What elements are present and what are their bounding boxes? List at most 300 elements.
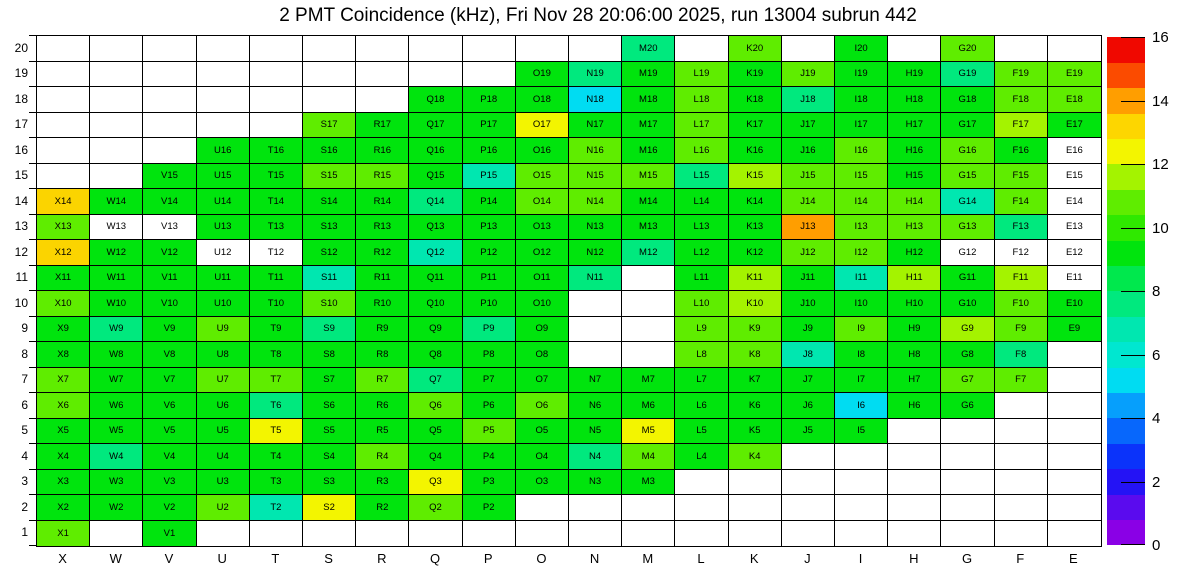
grid-cell-P1 xyxy=(463,521,516,547)
grid-cell-I1 xyxy=(835,521,888,547)
grid-cell-K10: K10 xyxy=(729,291,782,317)
grid-cell-Q1 xyxy=(409,521,462,547)
grid-cell-I14: I14 xyxy=(835,189,888,215)
grid-cell-N3: N3 xyxy=(569,470,622,496)
grid-cell-H5 xyxy=(888,419,941,445)
grid-cell-T13: T13 xyxy=(250,215,303,241)
grid-cell-I5: I5 xyxy=(835,419,888,445)
grid-cell-W7: W7 xyxy=(90,368,143,394)
colorbar-band-16 xyxy=(1107,113,1145,139)
grid-cell-V6: V6 xyxy=(143,393,196,419)
grid-cell-O19: O19 xyxy=(516,62,569,88)
colorbar-tick-8 xyxy=(1121,291,1145,292)
y-axis-tick xyxy=(29,265,36,266)
grid-cell-E11: E11 xyxy=(1048,266,1101,292)
grid-cell-G3 xyxy=(941,470,994,496)
colorbar-tick-4 xyxy=(1121,418,1145,419)
grid-cell-K16: K16 xyxy=(729,138,782,164)
grid-cell-V7: V7 xyxy=(143,368,196,394)
grid-cell-J1 xyxy=(782,521,835,547)
grid-cell-M19: M19 xyxy=(622,62,675,88)
grid-cell-S5: S5 xyxy=(303,419,356,445)
grid-cell-H7: H7 xyxy=(888,368,941,394)
grid-cell-N7: N7 xyxy=(569,368,622,394)
grid-cell-O15: O15 xyxy=(516,164,569,190)
grid-cell-X9: X9 xyxy=(37,317,90,343)
grid-cell-R11: R11 xyxy=(356,266,409,292)
grid-cell-R9: R9 xyxy=(356,317,409,343)
x-axis-label-U: U xyxy=(217,551,227,566)
grid-cell-E3 xyxy=(1048,470,1101,496)
grid-cell-E8 xyxy=(1048,342,1101,368)
y-axis-label-15: 15 xyxy=(14,168,28,183)
grid-cell-E19: E19 xyxy=(1048,62,1101,88)
grid-cell-H8: H8 xyxy=(888,342,941,368)
grid-cell-U3: U3 xyxy=(197,470,250,496)
grid-cell-E16: E16 xyxy=(1048,138,1101,164)
grid-cell-G7: G7 xyxy=(941,368,994,394)
grid-cell-O6: O6 xyxy=(516,393,569,419)
grid-cell-K2 xyxy=(729,495,782,521)
x-axis-label-O: O xyxy=(536,551,547,566)
colorbar-band-9 xyxy=(1107,291,1145,317)
y-axis-tick xyxy=(29,341,36,342)
grid-cell-N18: N18 xyxy=(569,87,622,113)
grid-cell-R3: R3 xyxy=(356,470,409,496)
grid-cell-U6: U6 xyxy=(197,393,250,419)
x-axis-label-L: L xyxy=(697,551,705,566)
grid-cell-H3 xyxy=(888,470,941,496)
y-axis-tick xyxy=(29,214,36,215)
grid-cell-Q4: Q4 xyxy=(409,444,462,470)
grid-cell-S17: S17 xyxy=(303,113,356,139)
grid-cell-W11: W11 xyxy=(90,266,143,292)
grid-cell-T18 xyxy=(250,87,303,113)
grid-cell-G15: G15 xyxy=(941,164,994,190)
grid-cell-W17 xyxy=(90,113,143,139)
x-axis-label-I: I xyxy=(858,551,863,566)
x-axis-label-K: K xyxy=(749,551,759,566)
grid-cell-L7: L7 xyxy=(675,368,728,394)
x-axis-label-R: R xyxy=(377,551,387,566)
grid-cell-I6: I6 xyxy=(835,393,888,419)
grid-cell-P2: P2 xyxy=(463,495,516,521)
grid-cell-H1 xyxy=(888,521,941,547)
grid-cell-V14: V14 xyxy=(143,189,196,215)
grid-cell-V3: V3 xyxy=(143,470,196,496)
grid-cell-S3: S3 xyxy=(303,470,356,496)
grid-cell-J12: J12 xyxy=(782,240,835,266)
grid-cell-N19: N19 xyxy=(569,62,622,88)
grid-cell-T14: T14 xyxy=(250,189,303,215)
grid-cell-L14: L14 xyxy=(675,189,728,215)
grid-cell-S15: S15 xyxy=(303,164,356,190)
grid-cell-H20 xyxy=(888,36,941,62)
y-axis-tick xyxy=(29,35,36,36)
grid-cell-V4: V4 xyxy=(143,444,196,470)
colorbar-tick-label-10: 10 xyxy=(1152,219,1169,237)
grid-cell-K19: K19 xyxy=(729,62,782,88)
grid-cell-V18 xyxy=(143,87,196,113)
grid-cell-M15: M15 xyxy=(622,164,675,190)
grid-cell-X19 xyxy=(37,62,90,88)
colorbar-band-19 xyxy=(1107,37,1145,63)
grid-cell-V15: V15 xyxy=(143,164,196,190)
grid-cell-N4: N4 xyxy=(569,444,622,470)
grid-cell-I3 xyxy=(835,470,888,496)
grid-cell-O11: O11 xyxy=(516,266,569,292)
y-axis-label-8: 8 xyxy=(21,346,28,361)
y-axis-label-14: 14 xyxy=(14,193,28,208)
grid-cell-Q17: Q17 xyxy=(409,113,462,139)
grid-cell-K9: K9 xyxy=(729,317,782,343)
grid-cell-W2: W2 xyxy=(90,495,143,521)
grid-cell-J3 xyxy=(782,470,835,496)
grid-cell-I15: I15 xyxy=(835,164,888,190)
grid-cell-S9: S9 xyxy=(303,317,356,343)
grid-cell-M13: M13 xyxy=(622,215,675,241)
grid-cell-O9: O9 xyxy=(516,317,569,343)
grid-cell-W12: W12 xyxy=(90,240,143,266)
grid-cell-W10: W10 xyxy=(90,291,143,317)
grid-cell-R17: R17 xyxy=(356,113,409,139)
heatmap-grid xyxy=(36,35,1102,547)
grid-cell-M1 xyxy=(622,521,675,547)
grid-cell-M16: M16 xyxy=(622,138,675,164)
grid-cell-S10: S10 xyxy=(303,291,356,317)
colorbar-tick-16 xyxy=(1121,37,1145,38)
grid-cell-N13: N13 xyxy=(569,215,622,241)
grid-cell-R5: R5 xyxy=(356,419,409,445)
grid-cell-H14: H14 xyxy=(888,189,941,215)
grid-cell-I4 xyxy=(835,444,888,470)
grid-cell-G19: G19 xyxy=(941,62,994,88)
grid-cell-W19 xyxy=(90,62,143,88)
y-axis-tick xyxy=(29,86,36,87)
grid-cell-E7 xyxy=(1048,368,1101,394)
grid-cell-M2 xyxy=(622,495,675,521)
grid-cell-J14: J14 xyxy=(782,189,835,215)
grid-cell-I19: I19 xyxy=(835,62,888,88)
colorbar-band-15 xyxy=(1107,139,1145,165)
grid-cell-F3 xyxy=(995,470,1048,496)
grid-cell-F10: F10 xyxy=(995,291,1048,317)
grid-cell-Q8: Q8 xyxy=(409,342,462,368)
grid-cell-V10: V10 xyxy=(143,291,196,317)
colorbar-band-1 xyxy=(1107,494,1145,520)
grid-cell-S2: S2 xyxy=(303,495,356,521)
colorbar-tick-label-2: 2 xyxy=(1152,473,1161,491)
grid-cell-V17 xyxy=(143,113,196,139)
grid-cell-S12: S12 xyxy=(303,240,356,266)
grid-cell-M12: M12 xyxy=(622,240,675,266)
grid-cell-U10: U10 xyxy=(197,291,250,317)
grid-cell-T10: T10 xyxy=(250,291,303,317)
grid-cell-K12: K12 xyxy=(729,240,782,266)
x-axis-label-Q: Q xyxy=(429,551,441,566)
grid-cell-M17: M17 xyxy=(622,113,675,139)
grid-cell-I10: I10 xyxy=(835,291,888,317)
colorbar-band-14 xyxy=(1107,164,1145,190)
grid-cell-R8: R8 xyxy=(356,342,409,368)
grid-cell-S8: S8 xyxy=(303,342,356,368)
grid-cell-W14: W14 xyxy=(90,189,143,215)
grid-cell-W1 xyxy=(90,521,143,547)
grid-cell-L4: L4 xyxy=(675,444,728,470)
grid-cell-F9: F9 xyxy=(995,317,1048,343)
colorbar-band-0 xyxy=(1107,520,1145,546)
grid-cell-W20 xyxy=(90,36,143,62)
grid-cell-J18: J18 xyxy=(782,87,835,113)
y-axis-tick xyxy=(29,112,36,113)
grid-cell-L8: L8 xyxy=(675,342,728,368)
grid-cell-V9: V9 xyxy=(143,317,196,343)
grid-cell-O16: O16 xyxy=(516,138,569,164)
grid-cell-N17: N17 xyxy=(569,113,622,139)
grid-cell-Q11: Q11 xyxy=(409,266,462,292)
y-axis-tick xyxy=(29,520,36,521)
grid-cell-K6: K6 xyxy=(729,393,782,419)
grid-cell-E9: E9 xyxy=(1048,317,1101,343)
grid-cell-M14: M14 xyxy=(622,189,675,215)
grid-cell-T20 xyxy=(250,36,303,62)
y-axis-label-11: 11 xyxy=(15,270,28,285)
grid-cell-P5: P5 xyxy=(463,419,516,445)
grid-cell-K3 xyxy=(729,470,782,496)
colorbar-tick-label-6: 6 xyxy=(1152,346,1161,364)
grid-cell-W4: W4 xyxy=(90,444,143,470)
grid-cell-F16: F16 xyxy=(995,138,1048,164)
grid-cell-Q15: Q15 xyxy=(409,164,462,190)
grid-cell-W18 xyxy=(90,87,143,113)
colorbar-tick-label-14: 14 xyxy=(1152,92,1169,110)
grid-cell-T6: T6 xyxy=(250,393,303,419)
grid-cell-R7: R7 xyxy=(356,368,409,394)
grid-cell-R16: R16 xyxy=(356,138,409,164)
colorbar-tick-label-0: 0 xyxy=(1152,537,1161,554)
grid-cell-W16 xyxy=(90,138,143,164)
grid-cell-V12: V12 xyxy=(143,240,196,266)
grid-cell-E10: E10 xyxy=(1048,291,1101,317)
grid-cell-G5 xyxy=(941,419,994,445)
grid-cell-X6: X6 xyxy=(37,393,90,419)
grid-cell-O10: O10 xyxy=(516,291,569,317)
grid-cell-Q5: Q5 xyxy=(409,419,462,445)
grid-cell-J7: J7 xyxy=(782,368,835,394)
y-axis-tick xyxy=(29,137,36,138)
grid-cell-L9: L9 xyxy=(675,317,728,343)
grid-cell-H18: H18 xyxy=(888,87,941,113)
grid-cell-N6: N6 xyxy=(569,393,622,419)
grid-cell-X8: X8 xyxy=(37,342,90,368)
grid-cell-V2: V2 xyxy=(143,495,196,521)
grid-cell-S6: S6 xyxy=(303,393,356,419)
grid-cell-J17: J17 xyxy=(782,113,835,139)
grid-cell-U7: U7 xyxy=(197,368,250,394)
y-axis-tick xyxy=(29,239,36,240)
x-axis-label-T: T xyxy=(271,551,280,566)
grid-cell-L15: L15 xyxy=(675,164,728,190)
grid-cell-I11: I11 xyxy=(835,266,888,292)
grid-cell-I2 xyxy=(835,495,888,521)
grid-cell-Q7: Q7 xyxy=(409,368,462,394)
grid-cell-I16: I16 xyxy=(835,138,888,164)
grid-cell-J4 xyxy=(782,444,835,470)
grid-cell-G11: G11 xyxy=(941,266,994,292)
grid-cell-X1: X1 xyxy=(37,521,90,547)
grid-cell-L6: L6 xyxy=(675,393,728,419)
grid-cell-F17: F17 xyxy=(995,113,1048,139)
grid-cell-G16: G16 xyxy=(941,138,994,164)
y-axis-label-19: 19 xyxy=(14,66,28,81)
grid-cell-J10: J10 xyxy=(782,291,835,317)
grid-cell-P10: P10 xyxy=(463,291,516,317)
grid-cell-F13: F13 xyxy=(995,215,1048,241)
grid-cell-E14: E14 xyxy=(1048,189,1101,215)
colorbar-band-5 xyxy=(1107,393,1145,419)
grid-cell-K1 xyxy=(729,521,782,547)
grid-cell-J20 xyxy=(782,36,835,62)
grid-cell-X3: X3 xyxy=(37,470,90,496)
x-axis-label-M: M xyxy=(642,551,654,566)
grid-cell-J8: J8 xyxy=(782,342,835,368)
grid-cell-E1 xyxy=(1048,521,1101,547)
grid-cell-M10 xyxy=(622,291,675,317)
grid-cell-X14: X14 xyxy=(37,189,90,215)
grid-cell-F15: F15 xyxy=(995,164,1048,190)
grid-cell-V1: V1 xyxy=(143,521,196,547)
grid-cell-R12: R12 xyxy=(356,240,409,266)
grid-cell-L13: L13 xyxy=(675,215,728,241)
grid-cell-K11: K11 xyxy=(729,266,782,292)
grid-cell-P18: P18 xyxy=(463,87,516,113)
y-axis-label-17: 17 xyxy=(14,117,28,132)
grid-cell-E17: E17 xyxy=(1048,113,1101,139)
grid-cell-N15: N15 xyxy=(569,164,622,190)
grid-cell-X17 xyxy=(37,113,90,139)
grid-cell-F5 xyxy=(995,419,1048,445)
grid-cell-X15 xyxy=(37,164,90,190)
grid-cell-U5: U5 xyxy=(197,419,250,445)
grid-cell-P11: P11 xyxy=(463,266,516,292)
colorbar-band-8 xyxy=(1107,316,1145,342)
grid-cell-G12: G12 xyxy=(941,240,994,266)
grid-cell-I18: I18 xyxy=(835,87,888,113)
grid-cell-T9: T9 xyxy=(250,317,303,343)
grid-cell-W15 xyxy=(90,164,143,190)
grid-cell-F6 xyxy=(995,393,1048,419)
y-axis-label-13: 13 xyxy=(14,219,28,234)
grid-cell-E6 xyxy=(1048,393,1101,419)
grid-cell-M18: M18 xyxy=(622,87,675,113)
colorbar-tick-2 xyxy=(1121,482,1145,483)
grid-cell-S1 xyxy=(303,521,356,547)
grid-cell-I7: I7 xyxy=(835,368,888,394)
grid-cell-O3: O3 xyxy=(516,470,569,496)
grid-cell-J9: J9 xyxy=(782,317,835,343)
grid-cell-G8: G8 xyxy=(941,342,994,368)
grid-cell-S11: S11 xyxy=(303,266,356,292)
grid-cell-T19 xyxy=(250,62,303,88)
grid-cell-M6: M6 xyxy=(622,393,675,419)
grid-cell-H10: H10 xyxy=(888,291,941,317)
grid-cell-E2 xyxy=(1048,495,1101,521)
colorbar-band-4 xyxy=(1107,418,1145,444)
grid-cell-K17: K17 xyxy=(729,113,782,139)
y-axis-label-1: 1 xyxy=(21,525,28,540)
plot-title: 2 PMT Coincidence (kHz), Fri Nov 28 20:06:00 2025, run 13004 subrun 442 xyxy=(279,5,917,26)
grid-cell-T11: T11 xyxy=(250,266,303,292)
grid-cell-M5: M5 xyxy=(622,419,675,445)
y-axis-label-9: 9 xyxy=(21,321,28,336)
x-axis-label-V: V xyxy=(164,551,174,566)
grid-cell-G1 xyxy=(941,521,994,547)
grid-cell-N9 xyxy=(569,317,622,343)
y-axis-tick xyxy=(29,316,36,317)
grid-cell-L12: L12 xyxy=(675,240,728,266)
grid-cell-J13: J13 xyxy=(782,215,835,241)
grid-cell-J5: J5 xyxy=(782,419,835,445)
grid-cell-P4: P4 xyxy=(463,444,516,470)
grid-cell-P9: P9 xyxy=(463,317,516,343)
x-axis-label-X: X xyxy=(58,551,67,566)
grid-cell-F18: F18 xyxy=(995,87,1048,113)
grid-cell-H15: H15 xyxy=(888,164,941,190)
grid-cell-X4: X4 xyxy=(37,444,90,470)
colorbar-band-11 xyxy=(1107,240,1145,266)
grid-cell-F7: F7 xyxy=(995,368,1048,394)
y-axis-tick xyxy=(29,367,36,368)
grid-cell-U13: U13 xyxy=(197,215,250,241)
colorbar-tick-14 xyxy=(1121,101,1145,102)
grid-cell-K4: K4 xyxy=(729,444,782,470)
y-axis-label-5: 5 xyxy=(21,423,28,438)
grid-cell-L1 xyxy=(675,521,728,547)
grid-cell-R13: R13 xyxy=(356,215,409,241)
grid-cell-T8: T8 xyxy=(250,342,303,368)
grid-cell-Q9: Q9 xyxy=(409,317,462,343)
y-axis-tick xyxy=(29,494,36,495)
x-axis-label-H: H xyxy=(909,551,919,566)
grid-cell-X5: X5 xyxy=(37,419,90,445)
grid-cell-O17: O17 xyxy=(516,113,569,139)
grid-cell-H9: H9 xyxy=(888,317,941,343)
grid-cell-P20 xyxy=(463,36,516,62)
grid-cell-V5: V5 xyxy=(143,419,196,445)
grid-cell-X20 xyxy=(37,36,90,62)
grid-cell-Q16: Q16 xyxy=(409,138,462,164)
grid-cell-N2 xyxy=(569,495,622,521)
grid-cell-V16 xyxy=(143,138,196,164)
grid-cell-H11: H11 xyxy=(888,266,941,292)
grid-cell-R10: R10 xyxy=(356,291,409,317)
grid-cell-N14: N14 xyxy=(569,189,622,215)
grid-cell-W3: W3 xyxy=(90,470,143,496)
grid-cell-S4: S4 xyxy=(303,444,356,470)
grid-cell-Q6: Q6 xyxy=(409,393,462,419)
grid-cell-H12: H12 xyxy=(888,240,941,266)
y-axis-tick xyxy=(29,443,36,444)
grid-cell-Q2: Q2 xyxy=(409,495,462,521)
grid-cell-P16: P16 xyxy=(463,138,516,164)
grid-cell-J6: J6 xyxy=(782,393,835,419)
grid-cell-W6: W6 xyxy=(90,393,143,419)
grid-cell-F12: F12 xyxy=(995,240,1048,266)
grid-cell-F11: F11 xyxy=(995,266,1048,292)
grid-cell-H6: H6 xyxy=(888,393,941,419)
grid-cell-K8: K8 xyxy=(729,342,782,368)
grid-cell-M11 xyxy=(622,266,675,292)
